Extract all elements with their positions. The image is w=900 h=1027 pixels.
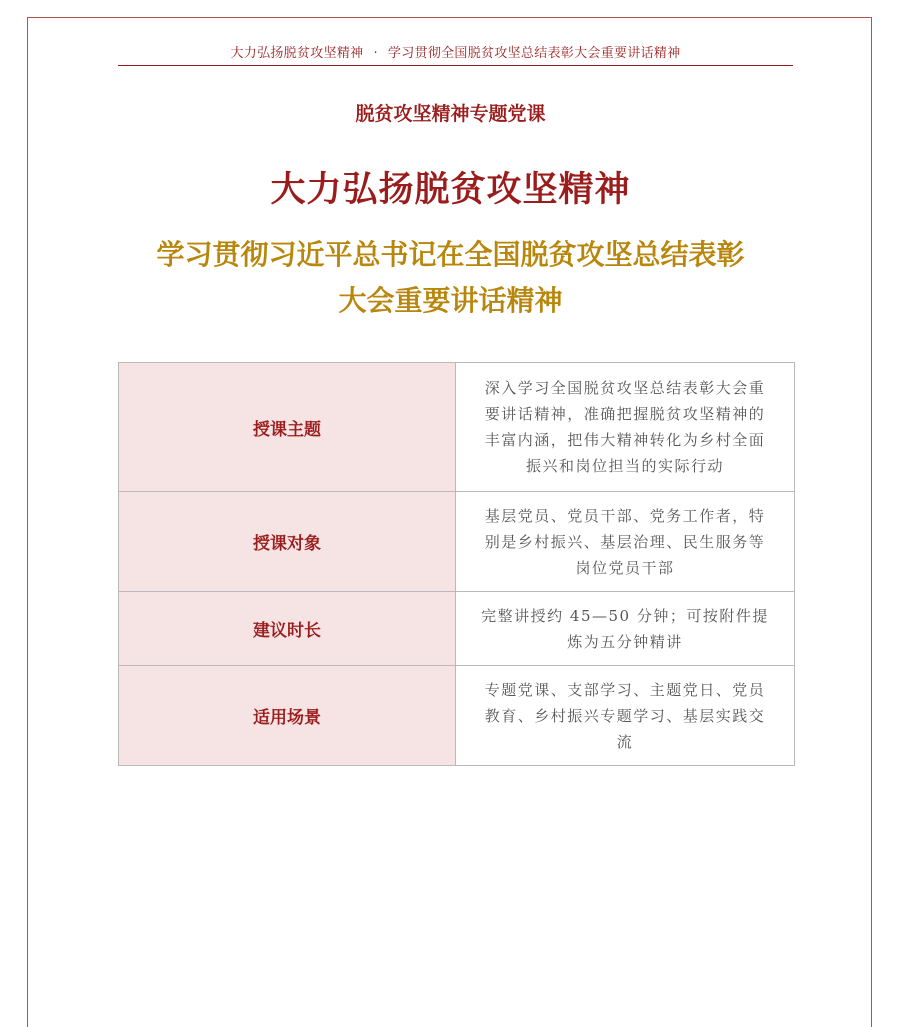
table-value-line: 别是乡村振兴、基层治理、民生服务等 [484, 532, 766, 551]
table-label-audience: 授课对象 [119, 492, 456, 592]
header-rule [118, 65, 793, 66]
subtitle-line-1: 学习贯彻习近平总书记在全国脱贫攻坚总结表彰 [156, 238, 745, 271]
table-label-scenarios: 适用场景 [119, 666, 456, 766]
table-label-topic: 授课主题 [119, 363, 456, 492]
table-value-line: 流 [616, 732, 634, 751]
table-value-line: 深入学习全国脱贫攻坚总结表彰大会重 [484, 379, 766, 397]
running-header-left: 大力弘扬脱贫攻坚精神 [230, 46, 364, 61]
table-value-line: 丰富内涵，把伟大精神转化为乡村全面 [484, 431, 766, 449]
subtitle-line-2: 大会重要讲话精神 [338, 284, 563, 317]
table-value-topic [456, 363, 795, 492]
table-value-audience [456, 492, 795, 592]
table-row-duration [119, 592, 795, 666]
table-row-audience [119, 492, 795, 592]
table-value-duration [456, 592, 795, 666]
document-page [27, 17, 872, 1027]
table-value-line: 基层党员、党员干部、党务工作者，特 [484, 506, 766, 525]
table-value-scenarios [456, 666, 795, 766]
table-value-line: 岗位党员干部 [575, 558, 675, 577]
table-value-line: 要讲话精神，准确把握脱贫攻坚精神的 [484, 405, 766, 423]
course-info-table [118, 362, 795, 766]
running-header-right: 学习贯彻全国脱贫攻坚总结表彰大会重要讲话精神 [387, 46, 681, 61]
table-row-scenarios [119, 666, 795, 766]
document-kicker: 脱贫攻坚精神专题党课 [355, 103, 546, 125]
running-header-separator: · [373, 46, 378, 61]
document-subtitle [28, 232, 873, 324]
table-value-line: 教育、乡村振兴专题学习、基层实践交 [484, 706, 766, 725]
document-title: 大力弘扬脱贫攻坚精神 [270, 170, 631, 210]
table-label-duration: 建议时长 [119, 592, 456, 666]
table-value-line: 振兴和岗位担当的实际行动 [525, 457, 724, 475]
table-value-line: 完整讲授约 45—50 分钟；可按附件提 [481, 606, 769, 625]
table-value-line: 炼为五分钟精讲 [567, 632, 683, 651]
table-row-topic [119, 363, 795, 492]
table-value-line: 专题党课、支部学习、主题党日、党员 [484, 680, 766, 699]
running-header [118, 45, 793, 63]
